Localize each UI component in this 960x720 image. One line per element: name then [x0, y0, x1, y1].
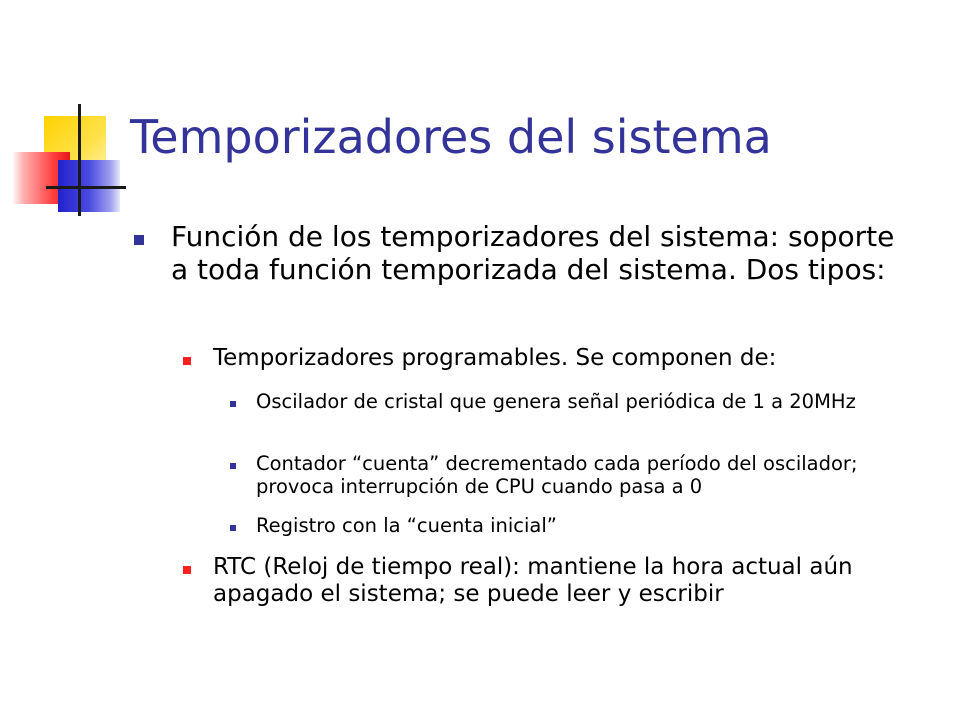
bullet-level-2 — [213, 554, 903, 608]
bullet-text: RTC (Reloj de tiempo real): mantiene la hora actual aún apagado el sistema; se puede leer y escribir — [213, 554, 853, 608]
square-bullet-icon — [183, 566, 191, 574]
bullet-text: Función de los temporizadores del sistema: soporte a toda función temporizada del sistema. Dos tipos: — [171, 220, 895, 287]
bullet-text: Temporizadores programables. Se componen de: — [213, 345, 777, 371]
decorative-squares-logo — [0, 100, 135, 220]
square-bullet-icon — [134, 235, 144, 245]
bullet-level-3 — [256, 390, 906, 413]
bullet-level-3 — [256, 452, 906, 498]
horizontal-line — [46, 186, 126, 189]
vertical-line — [78, 104, 81, 216]
square-bullet-icon — [183, 357, 191, 365]
bullet-level-3 — [256, 514, 906, 537]
slide-title: Temporizadores del sistema — [130, 110, 772, 164]
square-bullet-icon — [230, 463, 236, 469]
square-bullet-icon — [230, 525, 236, 531]
bullet-level-2 — [213, 345, 903, 372]
square-bullet-icon — [230, 401, 236, 407]
bullet-text: Registro con la “cuenta inicial” — [256, 514, 557, 537]
bullet-text: Contador “cuenta” decrementado cada período del oscilador; provoca interrupción de CPU cuando pasa a 0 — [256, 452, 858, 498]
bullet-level-1 — [171, 220, 911, 286]
bullet-text: Oscilador de cristal que genera señal periódica de 1 a 20MHz — [256, 390, 856, 413]
